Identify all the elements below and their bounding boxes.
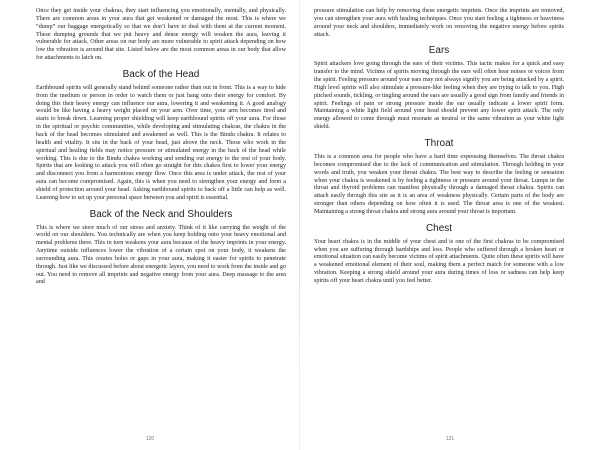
heading-chest: Chest [425,222,453,234]
heading-back-of-the-head: Back of the Head [122,68,200,80]
left-page-number: 120 [145,436,155,442]
chest-paragraph: Your heart chakra is in the middle of your chest and is one of the first chakras to be compromised when you are suffering through hardships and loss. People who suffered through a broken heart or emotional situation can easily become victims of spirit attachments. Quite often these spirits will have a weakened emotional element of their soul, making them a perfect match for someone with a low vibration. Keeping a strong shield around your aura during times of loss or sadness can help keep spirits off your heart chakra until you feel better. [314,238,564,284]
right-intro-paragraph: pressure stimulation can help by removing these energetic imprints. Once the imprints are removed, you can strengthen your aura with healing techniques. Once you start feeling a tightness or heaviness around your neck and shoulders, immediately work on removing the negative energy before spirits attach. [314,8,564,38]
ears-paragraph: Spirit attackers love going through the ears of their victims. This tactic makes for a quick and easy transfer to the mind. Victims of spirits moving through the ears will often hear noises or voices from the spirit. Feeling pressure around your ears may not always signify you are being attacked by a spirit. High level spirits will also stimulate a pressure-like feeling when they are trying to talk to you. High pitched sounds, tickling, or tingling around the ears are usually a good sign from family and friends in spirit. Feelings of pain or strong pressure inside the ear usually indicate a lower spirit form. Maintaining a white light field around your head should prevent any lower spirit attack. The only energy allowed to come through must resonate as neutral or the same vibration as your white light shield. [314,61,564,131]
right-page-number: 121 [445,436,455,442]
left-intro-paragraph: Once they get inside your chakras, they start influencing you emotionally, mentally, and physically. There are common areas in your aura that get weakened or damaged the most. This is where we “dump” our baggage energetically so that we don’t have to deal with them at the current moment. These dumping grounds that we put heavy and dense energy will weaken the aura, leaving it vulnerable for attack. Other areas on our body are more vulnerable to spirit attack depending on how low the vibration is around that site. Listed below are the most common areas in our body that allow for attachments to latch on. [36,8,286,62]
heading-ears: Ears [428,45,450,57]
back-of-head-paragraph: Earthbound spirits will generally stand behind someone rather than out in front. This is a way to hide from the medium or person in order to watch them or just hang onto their energy for comfort. By doing this their heavy energy can influence our aura, lowering it and weakening it. A good analogy would be like having a heavy weight placed on your arm. Over time, your arm becomes tired and starts to break down. Learning proper shielding will keep earthbound spirits off your aura. For those in the spiritual or psychic communities, while developing and stimulating chakras, the chakra in the back of the head becomes stimulated and awakened as well. This is the Bindu chakra. It relates to health and vitality. It sits in the back of your head, just above the neck. Those who work in the spiritual and healing fields may notice pressure or stimulated energy in the back of the head while working. This is due to the Bindu chakra working and sending out energy to the rest of your body. Spirits that are looking to attack you will often go straight for this chakra first to lower your energy and disconnect you from a harmonious energy flow. Once this area is under attack, the rest of your aura can become compromised. Again, this is when you need to strengthen your energy and form a shield of protection around your head. Asking earthbound spirits to back off a little can help as well. Learning how to set up your personal space between you and spirit is essential. [36,84,286,201]
heading-neck-and-shoulders: Back of the Neck and Shoulders [89,208,233,220]
right-page [300,0,600,450]
neck-shoulders-paragraph: This is where we store much of our stress and anxiety. Think of it like carrying the weight of the world on our shoulders. You technically are when you keep holding onto your heavy emotional and mental problems there. This in turn weakens your aura because of the heavy imprints in your energy. Anytime outside influences lower the vibration of a certain spot on your body, it weakens the surrounding aura. This creates holes or gaps in your aura, making it easier for spirits to penetrate through. Just like we discussed before about energetic layers, you need to work from the inside and go out. You need to remove all imprints and negative energy from your aura. Deep massage to the area and [36,224,286,286]
throat-paragraph: This is a common area for people who have a hard time expressing themselves. The throat chakra becomes compromised due to the lack of communication and stimulation. Through holding in your words and truth, you weaken your throat chakra. The best way to describe the feeling or sensation when your chakra is weakened is by feeling a tightness or pressure around your throat. Lumps in the throat and thyroid problems can manifest physically through a damaged throat chakra. Spirits can attach easily through this site as it is an area of weakness physically. Certain parts of the body are stronger than others depending on how often it is used. The throat area is one of the weakest. Maintaining a strong throat chakra and strong aura around your throat is important. [314,153,564,215]
heading-throat: Throat [424,137,454,149]
